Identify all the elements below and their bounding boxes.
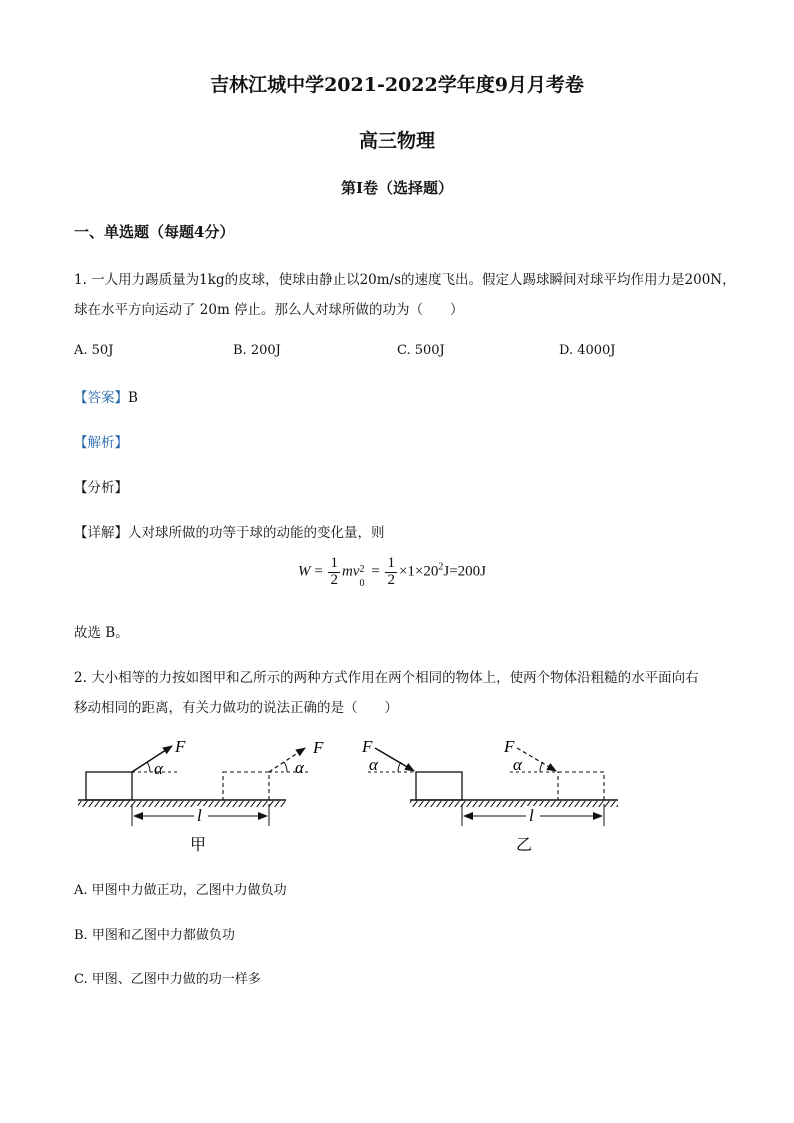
formula-fraction-2	[385, 556, 397, 589]
figure-yi	[361, 737, 618, 854]
q2-option-a: A. 甲图中力做正功，乙图中力做负功	[74, 883, 287, 898]
formula-tail-pre: ×1×20	[398, 563, 439, 580]
work-formula	[298, 556, 486, 589]
force-arrow-left-1	[132, 746, 172, 772]
fraction-2-denominator: 2	[387, 571, 395, 588]
formula-fraction-1	[328, 556, 340, 589]
q1-fenxi-row	[74, 476, 128, 496]
force-arrow-right-2	[517, 748, 556, 771]
angle-label-right-2: α	[513, 755, 522, 774]
q1-conclusion: 故选 B。	[74, 625, 129, 641]
formula-sub: 0	[359, 577, 365, 589]
caption-yi: 乙	[516, 837, 533, 854]
force-label-left-1: F	[175, 737, 186, 756]
force-diagram	[70, 728, 630, 858]
section-heading: 一、单选题（每题4分）	[74, 223, 235, 241]
ground-hatch-left	[78, 801, 286, 807]
distance-label-right: l	[529, 806, 534, 825]
answer-tag: 【答案】	[74, 390, 128, 406]
block-left-end	[223, 772, 269, 800]
formula-sup: 2	[359, 563, 365, 575]
formula-mv: mv	[341, 563, 360, 580]
formula-eq2: =	[371, 563, 380, 580]
q1-option-b: B. 200J	[233, 343, 281, 358]
angle-arc-left-1	[147, 762, 150, 772]
fraction-2-numerator: 1	[387, 555, 395, 571]
block-right-start	[416, 772, 462, 800]
force-label-right-1: F	[362, 737, 373, 756]
q2-text-line2: 移动相同的距离，有关力做功的说法正确的是（ ）	[74, 700, 398, 716]
q1-detail-row	[74, 521, 385, 541]
force-label-right-2: F	[504, 737, 515, 756]
formula-lhs: W	[298, 563, 311, 580]
angle-arc-left-2	[284, 762, 287, 772]
formula-tail-post: J=200J	[443, 563, 486, 580]
distance-label-left: l	[197, 806, 202, 825]
force-label-left-2: F	[313, 738, 324, 757]
fraction-1-denominator: 2	[330, 571, 338, 588]
q1-text-line2: 球在水平方向运动了 20m 停止。那么人对球所做的功为（ ）	[74, 302, 464, 318]
ground-hatch-right	[410, 801, 618, 807]
fenxi-tag: 【分析】	[74, 480, 128, 496]
q2-option-b: B. 甲图和乙图中力都做负功	[74, 928, 235, 943]
q1-option-d: D. 4000J	[559, 343, 616, 358]
exam-title: 吉林江城中学2021-2022学年度9月月考卷	[210, 74, 584, 96]
q2-text-line1: 2. 大小相等的力按如图甲和乙所示的两种方式作用在两个相同的物体上，使两个物体沿粗糙的水平面向右	[74, 670, 699, 686]
formula-eq: =	[314, 563, 323, 580]
q1-option-c: C. 500J	[397, 343, 445, 358]
fraction-1-numerator: 1	[330, 555, 338, 571]
q1-answer-row	[74, 386, 138, 406]
q2-option-c: C. 甲图、乙图中力做的功一样多	[74, 972, 261, 987]
detail-tag: 【详解】	[74, 525, 128, 541]
formula-tail-sup: 2	[438, 561, 444, 573]
q1-text-line1: 1. 一人用力踢质量为1kg的皮球，使球由静止以20m/s的速度飞出。假定人踢球瞬间对球平均作用力是200N，	[74, 272, 736, 288]
detail-text: 人对球所做的功等于球的动能的变化量，则	[128, 525, 385, 541]
subject-title: 高三物理	[358, 130, 435, 152]
angle-label-right-1: α	[369, 755, 378, 774]
caption-jia: 甲	[190, 837, 207, 854]
answer-value: B	[128, 390, 138, 406]
q1-analysis-row	[74, 431, 128, 451]
angle-label-left-2: α	[295, 758, 304, 777]
analysis-tag: 【解析】	[74, 435, 128, 451]
angle-arc-right-1	[398, 762, 401, 772]
block-right-end	[558, 772, 604, 800]
q1-option-a: A. 50J	[74, 343, 114, 358]
angle-label-left-1: α	[154, 759, 163, 778]
block-left-start	[86, 772, 132, 800]
figure-jia	[78, 737, 324, 854]
angle-arc-right-2	[540, 762, 543, 772]
force-arrow-right-1	[375, 748, 414, 771]
volume-title: 第I卷（选择题）	[340, 179, 454, 197]
